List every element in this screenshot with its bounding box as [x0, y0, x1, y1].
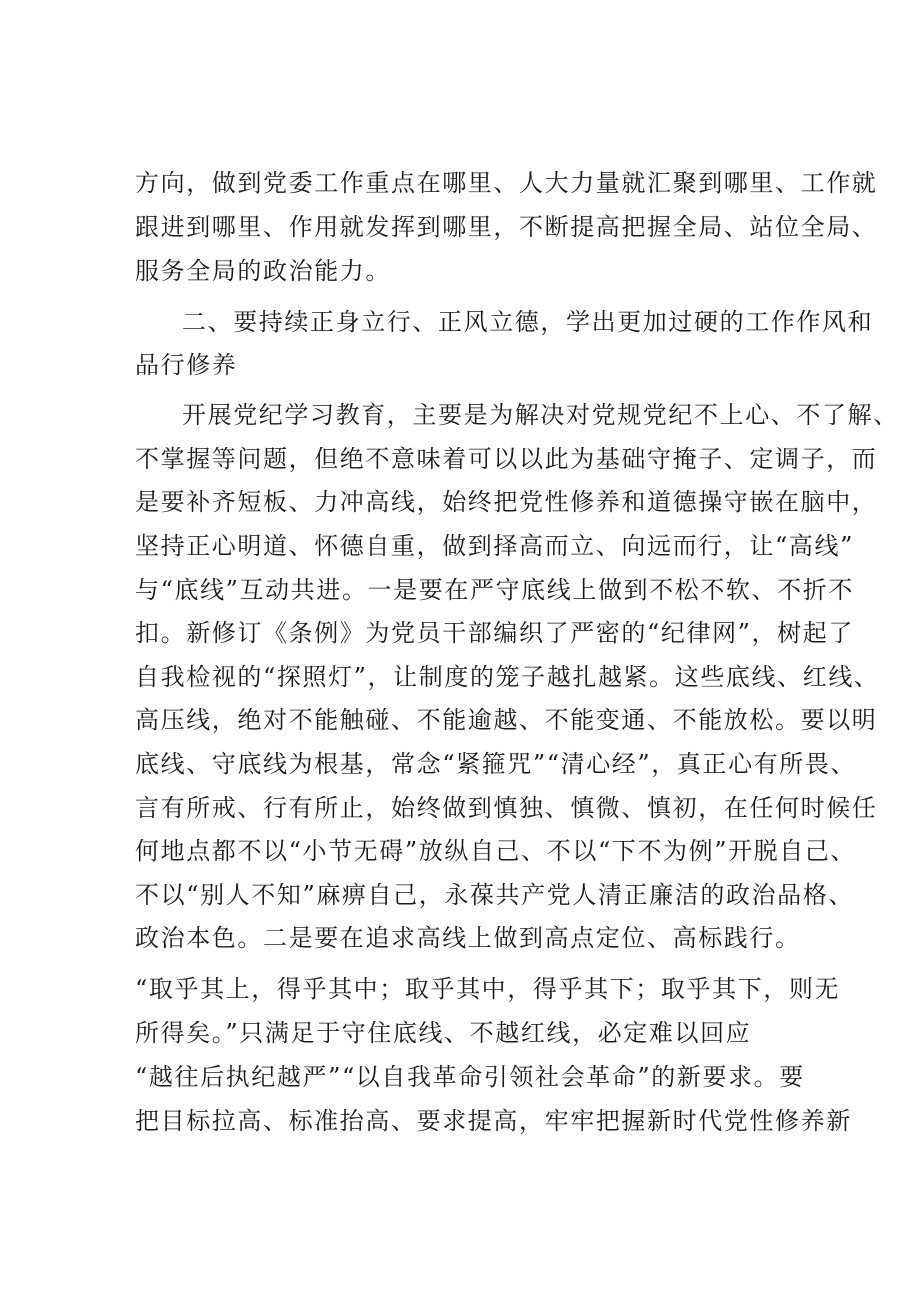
text-line: 服务全局的政治能力。: [135, 257, 391, 285]
text-line: 不掌握等问题，但绝不意味着可以以此为基础守掩子、定调子，而: [135, 445, 878, 473]
text-line: 跟进到哪里、作用就发挥到哪里，不断提高把握全局、站位全局、: [135, 213, 878, 241]
text-line: “越往后执纪越严”“以自我革命引领社会革命”的新要求。要: [135, 1063, 805, 1091]
text-line: 所得矣。”只满足于守住底线、不越红线，必定难以回应: [135, 1019, 752, 1047]
text-line: 扣。新修订《条例》为党员干部编织了严密的“纪律网”，树起了: [135, 619, 854, 647]
text-line: 方向，做到党委工作重点在哪里、人大力量就汇聚到哪里、工作就: [135, 169, 878, 197]
text-line: 与“底线”互动共进。一是要在严守底线上做到不松不软、不折不: [135, 576, 854, 604]
text-line: 是要补齐短板、力冲高线，始终把党性修养和道德操守嵌在脑中，: [135, 488, 878, 516]
text-line: 把目标拉高、标准抬高、要求提高，牢牢把握新时代党性修养新: [135, 1107, 852, 1135]
text-line: 何地点都不以“小节无碍”放纵自己、不以“下不为例”开脱自己、: [135, 837, 857, 865]
text-line: 开展党纪学习教育，主要是为解决对党规党纪不上心、不了解、: [182, 401, 899, 429]
text-line: 不以“别人不知”麻痹自己，永葆共产党人清正廉洁的政治品格、: [135, 881, 854, 909]
section-heading: 二、要持续正身立行、正风立德，学出更加过硬的工作作风和: [182, 308, 874, 336]
text-line: 自我检视的“探照灯”，让制度的笼子越扎越紧。这些底线、红线、: [135, 663, 880, 691]
text-line: 政治本色。二是要在追求高线上做到高点定位、高标践行。: [135, 924, 801, 952]
text-line: “取乎其上，得乎其中；取乎其中，得乎其下；取乎其下，则无: [135, 975, 841, 1003]
text-line: 坚持正心明道、怀德自重，做到择高而立、向远而行，让“高线”: [135, 532, 854, 560]
text-line: 高压线，绝对不能触碰、不能逾越、不能变通、不能放松。要以明: [135, 706, 878, 734]
section-heading: 品行修养: [135, 351, 238, 379]
text-line: 言有所戒、行有所止，始终做到慎独、慎微、慎初，在任何时候任: [135, 794, 878, 822]
text-line: 底线、守底线为根基，常念“紧箍咒”“清心经”，真正心有所畏、: [135, 750, 857, 778]
